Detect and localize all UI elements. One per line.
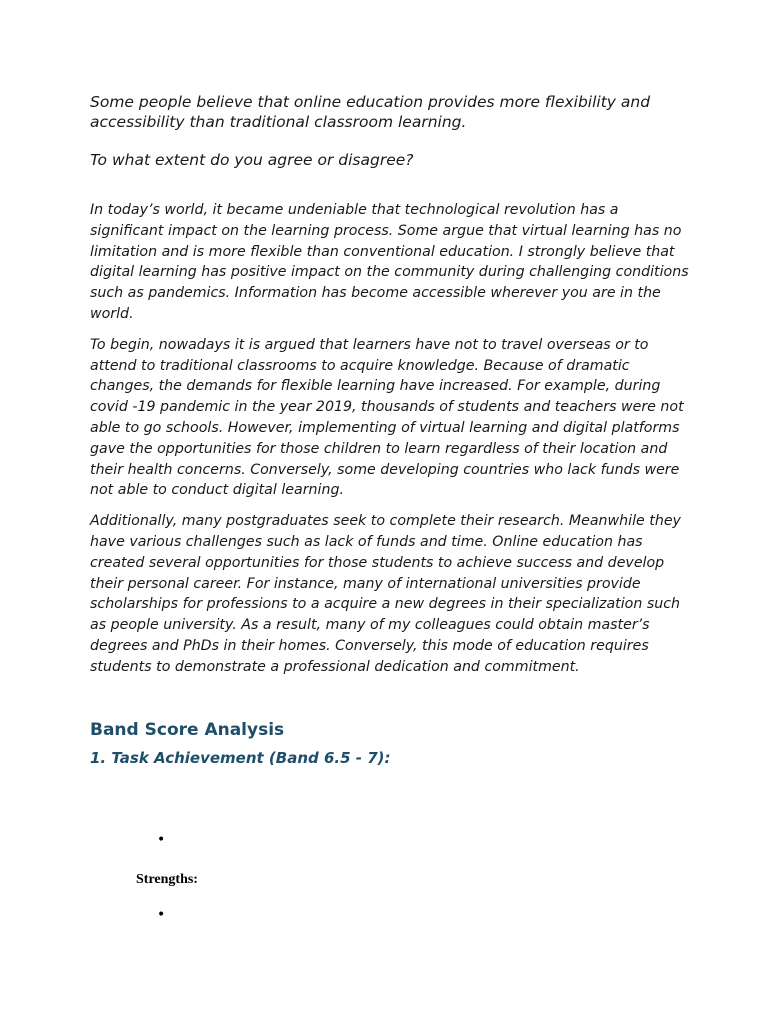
essay-question: To what extent do you agree or disagree? — [90, 151, 414, 169]
bullet-point-1: • — [157, 832, 166, 848]
essay-paragraph-body-1: To begin, nowadays it is argued that learners have not to travel overseas or to attend to traditional classrooms to acquire knowledge. Because of dramatic changes, the demands for flexible learning have increased. For example, during covid -19 pandemic in the year 2019, thousands of students and teachers were not able to go schools. However, implementing of virtual learning and digital platforms gave the opportunities for those children to learn regardless of their location and their health concerns. Conversely, some developing countries who lack funds were not able to conduct digital learning. — [90, 336, 684, 499]
bullet-point-2: • — [157, 907, 166, 923]
band-score-heading: Band Score Analysis — [90, 719, 285, 740]
essay-paragraph-intro: In today’s world, it became undeniable that technological revolution has a significant impact on the learning process. Some argue that virtual learning has no limitation and is more flexible than conventional education. I strongly believe that digital learning has positive impact on the community during challenging conditions such as pandemics. Information has become accessible wherever you are in the world. — [90, 202, 689, 322]
essay-prompt: Some people believe that online education provides more flexibility and accessibility than traditional classroom learning. — [90, 93, 651, 131]
essay-paragraph-body-2: Additionally, many postgraduates seek to complete their research. Meanwhile they have various challenges such as lack of funds and time. Online education has created several opportunities for those students to achieve success and develop their personal career. For instance, many of international universities provide scholarships for professions to a acquire a new degrees in their specialization such as people university. As a result, many of my colleagues could obtain master’s degrees and PhDs in their homes. Conversely, this mode of education requires students to demonstrate a professional dedication and commitment. — [90, 513, 681, 675]
task-achievement-heading: 1. Task Achievement (Band 6.5 - 7): — [90, 748, 391, 767]
strengths-label: Strengths: — [136, 872, 198, 887]
document-body — [90, 92, 690, 768]
